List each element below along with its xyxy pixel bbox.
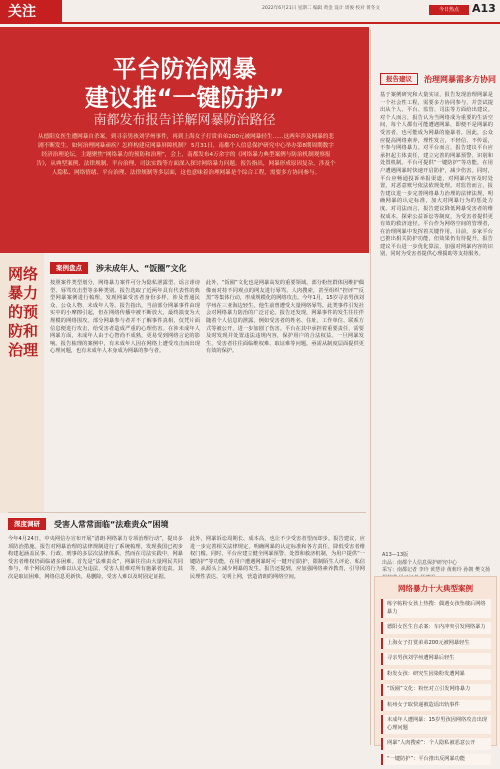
- list-item: 粉发女孩：研究生因染粉发遭网暴: [381, 669, 491, 681]
- sidebar-title: 网络暴力十大典型案例: [398, 584, 473, 593]
- section-label: 报告建议: [380, 73, 418, 85]
- section-label: 深度调研: [8, 518, 46, 530]
- article-column: 按照案件类型划分，网络暴力案件可分为隐私泄露型、谣言诽谤型、辱骂攻击型等多种类别。报告选取了近两年具有代表性的典型网暴案例进行梳理，发现网暴受害者身份多样，涉及普通民众、公众人物、未成年人等。报告指出，当前部分网暴事件由现实中的小摩擦引起，但在网络传播中被不断放大，最终演变为大规模的网络围攻。部分网暴参与者并不了解事件真相，仅凭片面信息便进行攻击，给受害者造成严重的心理伤害。在涉未成年人网暴方面，未成年人由于心智尚不成熟，更易受到网络言论的影响。报告梳理的案例中，有未成年人因在网络上遭受攻击而出现心理问题，也有未成年人本身成为网暴的参与者。: [50, 280, 200, 355]
- case-list: [381, 599, 491, 769]
- credit-producer: 出品：南都个人信息保护研究中心: [382, 559, 458, 566]
- list-item: 练字帖粉女孩上热搜：偶遇女孩坠楼后网络暴力: [381, 599, 491, 618]
- page-number: A13: [472, 2, 496, 15]
- section-title: 治理网暴需多方协同: [424, 74, 496, 84]
- section-label: 案例盘点: [50, 262, 88, 274]
- list-item: 网暴“人肉搜索”：个人隐私被恶意公开: [381, 738, 491, 750]
- headline-line1: 平台防治网暴: [112, 55, 257, 83]
- sidebar-top-ten-cases: [374, 576, 497, 762]
- vertical-title: 网络暴力的预防和治理: [7, 265, 38, 359]
- section-heading-case-review: [50, 262, 187, 274]
- article-column: 基于案例研究和大量实证，报告发现治理网暴是一个社会性工程，需要多方协同参与，并尝试提出从个人、平台、监管、司法等方面给出建议。对个人而言，报告认为当网络成为重要的生活空间，每个人都有可能遭遇网暴，即便不是网暴的受害者，也可能成为网暴的施暴者。因此，公众应提高网络素养，理性发言，不轻信、不传谣，不参与网络暴力。对平台而言，报告建议平台应承担起主体责任，建立完善的网暴预警、识别和处置机制。平台可提供“一键防护”等功能，在用户遭遇网暴时快速开启防护，减少伤害。同时，平台应畅通投诉举报渠道，对网暴内容及时处置，对恶意账号依法依规处理。对监管而言，报告建议进一步完善网络暴力治理的法律法规，明确网暴的认定标准，加大对网暴行为的惩处力度。对司法而言，报告建议降低网暴受害者的维权成本，探索公益诉讼等制度，为受害者提供更有效的救济途径。平台作为网络空间的管理者，在治理网暴中发挥着关键作用。目前，多家平台已推出相关防护功能，但效果仍有待提升。报告建议平台进一步优化算法，加强对网暴内容的识别，同时为受害者提供心理援助等支持服务。: [380, 92, 493, 258]
- hero-banner: [0, 27, 369, 253]
- dateline: 2022年6月21日 星期二 编辑 黄金 设计 周俊 校对 黄冬文: [262, 6, 380, 11]
- section-heading-investigation: [8, 518, 169, 530]
- list-item: 寻亲男孩刘学州遭网暴后轻生: [381, 653, 491, 665]
- subheadline: 南都发布报告详解网暴防治路径: [93, 113, 276, 128]
- credit-pages: A13—13版: [382, 552, 409, 558]
- divider: [370, 30, 371, 745]
- edition-label: 今日热点: [429, 5, 469, 15]
- list-item: 德阳女医生自杀案：车内冲突引发网络暴力: [381, 622, 491, 634]
- section-title: 涉未成年人、“饭圈”文化: [96, 263, 187, 273]
- divider: [8, 512, 366, 513]
- article-column: 此外，“饭圈”文化也是网暴高发的重要领域。部分粉丝群体因维护偶像而对持不同观点的网友进行辱骂、人肉搜索，甚至组织“控评”“反黑”等集体行动，形成规模化的网络攻击。今年1月，15岁寻亲男孩刘学州在三亚海边轻生，他生前曾遭受大量网络辱骂。此类事件引发社会对网络暴力防治的广泛讨论。报告还发现，网暴事件的发生往往伴随着个人信息的泄露，例如受害者的姓名、住址、工作单位、联系方式等被公开，进一步加剧了伤害。平台在其中承担着重要责任，需要及时发现并处置违法违规内容，保护用户的合法权益。一旦网暴发生，受害者往往面临维权难、取证难等问题，亟需从制度层面提供更有效的保护。: [206, 280, 364, 355]
- list-item: “一键防护”：平台推出反网暴功能: [381, 754, 491, 766]
- list-item: 未成年人遭网暴：15岁男孩因网络攻击出现心理问题: [381, 715, 491, 734]
- page-header: [0, 0, 500, 24]
- list-item: 杭州女子取快递被造谣出轨事件: [381, 700, 491, 712]
- list-item: “饭圈”文化：粉丝对立引发网络暴力: [381, 684, 491, 696]
- section-title: 受害人常常面临“法难责众”困境: [54, 519, 169, 529]
- vertical-title-panel: [0, 253, 44, 513]
- credit-reporters: 采写：南都记者 李玲 黄慧诗 黄莉玲 孙朝 樊文扬: [382, 567, 490, 573]
- headline-line2: 建议推“一键防护”: [84, 84, 285, 112]
- article-column: 今年4月24日，中央网信办宣布开展“清朗·网络暴力专项治理行动”，提出多项防治措施。报告对网暴治理的法律规制进行了系统梳理，发现我国已初步构建起涵盖民事、行政、刑事的多层次法律体系。然而在司法实践中，网暴受害者维权仍面临诸多困难。首先是“法难责众”，网暴往往由大量网民共同参与，单个网民的行为难以认定为违法，受害人很难对所有施暴者追责。其次是取证困难，网络信息更新快、易删除，受害人难以及时固定证据。: [8, 536, 183, 580]
- lead-paragraph: 从德阳女医生遭网暴自杀案，到寻亲男孩刘学州事件，再到上海女子打赏弟弟200元被网暴轻生……这两年涉及网暴的悲剧不断发生。如何治理网暴顽疾？怎样构建反网暴屏障机制？ 5月31日，南都个人信息保护研究中心举办第8期周期数字经济治理论坛，主题聚焦“网络暴力的预防和治理”，会上，南都发布4万余字的《网络暴力典型案例与防治机制观察报告》，从典型案例、法律规制、平台治理、司法实践等方面深入探讨网络暴力问题。报告指出，网暴形成原因复杂，涉及个人隐私、网络情绪、平台治理、法律规制等多层面，这也意味着治理网暴是个综合工程，需要多方协同参与。: [36, 134, 336, 176]
- section-heading-recommendations: [380, 73, 496, 85]
- list-item: 上海女子打赏弟弟200元被网暴轻生: [381, 638, 491, 650]
- article-column: 此外，网暴诉讼周期长、成本高，也让不少受害者望而却步。报告建议，应进一步完善相关法律规定，明确网暴的认定标准和各方责任，降低受害者维权门槛。同时，平台应建立健全网暴预警、处置和救济机制，为用户提供“一键防护”等功能，在用户遭遇网暴时可一键开启防护，限制陌生人评论、私信等，从源头上减少网暴的发生。报告还提到，应加强网络素养教育，引导网民理性表达、文明上网，营造清朗的网络空间。: [190, 536, 365, 580]
- section-tag: 关注: [0, 0, 62, 24]
